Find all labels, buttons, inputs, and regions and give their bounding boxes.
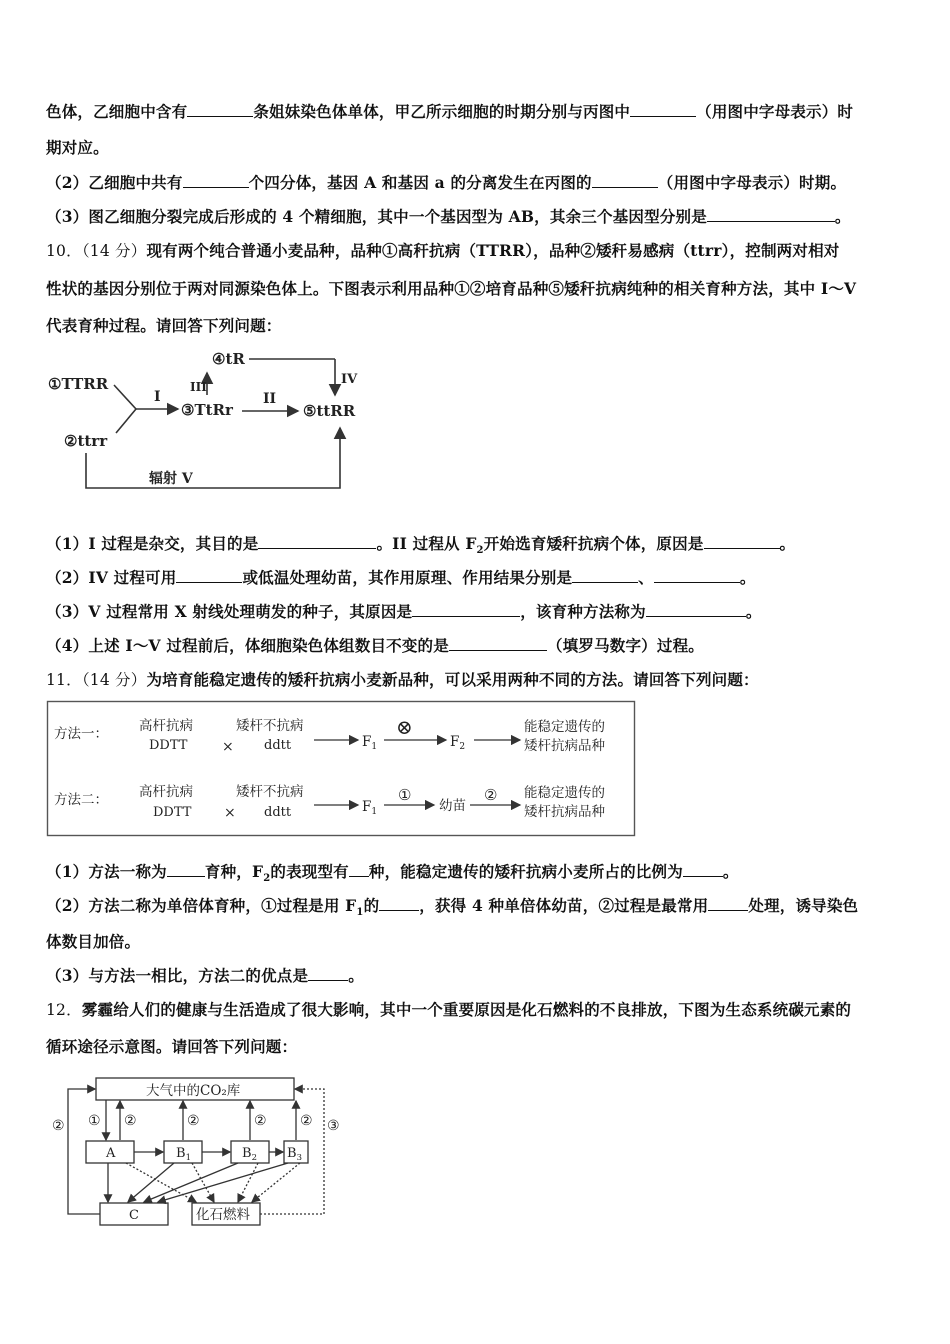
text: （3）与方法一相比，方法二的优点是 — [46, 966, 309, 985]
q10-sub4 — [46, 636, 704, 656]
subscript: 2 — [476, 545, 484, 557]
dotted-B3-to-fossil — [252, 1163, 300, 1202]
q9-sub2 — [46, 173, 846, 193]
subscript: 1 — [356, 907, 364, 919]
answer-blank[interactable] — [187, 102, 253, 117]
text: （填罗马数字）过程。 — [546, 636, 704, 655]
q11-sub2-cont — [46, 932, 140, 952]
text: 。 — [348, 966, 364, 985]
text: （用图中字母表示）时 — [696, 102, 854, 121]
answer-blank[interactable] — [308, 966, 348, 981]
text: 或低温处理幼苗，其作用原理、作用结果分别是 — [242, 568, 573, 587]
parent1-name: 高杆抗病 — [139, 718, 193, 734]
text: （3）图乙细胞分裂完成后形成的 4 个精细胞，其中一个基因型为 AB，其余三个基因型分别是 — [46, 207, 707, 226]
parent2-genotype: ddtt — [264, 738, 292, 753]
q11-sub2 — [46, 896, 859, 919]
seedling-label: 幼苗 — [439, 798, 466, 814]
text: 开始选育矮秆抗病个体，原因是 — [483, 534, 704, 553]
marker-2b: ② — [187, 1113, 200, 1129]
step-II-label: II — [263, 391, 277, 407]
answer-blank[interactable] — [646, 602, 746, 617]
dotted-B2-to-fossil — [238, 1163, 258, 1202]
process-1-label: ① — [398, 786, 412, 804]
answer-blank[interactable] — [654, 568, 740, 583]
text: 的 — [363, 896, 380, 915]
q12-stem-2 — [46, 1037, 297, 1057]
label-C: C — [129, 1208, 139, 1223]
q10-stem-2 — [46, 279, 856, 299]
f1-label: $F_1$ — [362, 734, 378, 752]
text: 。 — [834, 207, 851, 226]
text: 循环途径示意图。请回答下列问题： — [46, 1037, 298, 1056]
q10-sub3 — [46, 602, 762, 622]
label-A: A — [106, 1146, 116, 1161]
text: 期对应。 — [46, 138, 109, 157]
result2-line1: 能稳定遗传的 — [524, 785, 605, 801]
parent2-name-2: 矮杆不抗病 — [236, 784, 304, 800]
selfing-symbol: ⊗ — [396, 715, 413, 739]
q10-sub2 — [46, 568, 756, 588]
text: 的表现型有 — [270, 862, 349, 881]
result2-line2: 矮杆抗病品种 — [524, 804, 605, 820]
text: 体数目加倍。 — [46, 932, 141, 951]
answer-blank[interactable] — [592, 173, 658, 188]
carbon-cycle-diagram — [46, 1072, 346, 1232]
text: 色体，乙细胞中含有 — [46, 102, 188, 121]
step-IV-label: IV — [341, 372, 358, 387]
parent2-genotype-2: ddtt — [264, 805, 292, 820]
variety-5-label: ⑤ttRR — [303, 402, 356, 420]
arrow-B1-to-C — [128, 1163, 174, 1202]
answer-blank[interactable] — [707, 207, 835, 222]
parent1-genotype-2: DDTT — [153, 805, 192, 820]
parent1-name-2: 高杆抗病 — [139, 784, 193, 800]
text: （4）上述 I～V 过程前后，体细胞染色体组数目不变的是 — [46, 636, 449, 655]
step-V-label: 辐射 V — [149, 471, 193, 487]
subscript: 2 — [263, 873, 271, 885]
step-III-label: III — [190, 380, 207, 394]
marker-2e: ② — [52, 1118, 65, 1134]
text: 条姐妹染色体单体，甲乙所示细胞的时期分别与丙图中 — [253, 102, 631, 121]
text: 性状的基因分别位于两对同源染色体上。下图表示利用品种①②培育品种⑤矮秆抗病纯种的相关育种方法，其中 I～V — [46, 279, 857, 298]
step-I-label: I — [154, 389, 161, 405]
text: 。II 过程从 F — [376, 534, 477, 553]
text: ，该育种方法称为 — [520, 602, 646, 621]
q10-sub1 — [46, 534, 796, 557]
variety-1-label: ①TTRR — [48, 375, 109, 393]
text: 。 — [739, 568, 756, 587]
answer-blank[interactable] — [683, 862, 723, 877]
marker-3: ③ — [327, 1118, 340, 1134]
text: 育种，F — [204, 862, 264, 881]
text: （1）方法一称为 — [46, 862, 167, 881]
text: （2）IV 过程可用 — [46, 568, 177, 587]
f1-label-2: $F_1$ — [362, 799, 378, 817]
cross-line-upper — [114, 385, 136, 409]
method-two-label: 方法二： — [54, 792, 108, 808]
cross-line-lower — [116, 409, 136, 433]
text: 。 — [722, 862, 739, 881]
question-number: 10．（14 分） — [46, 242, 147, 260]
text: 种，能稳定遗传的矮秆抗病小麦所占的比例为 — [368, 862, 683, 881]
parent2-name: 矮杆不抗病 — [236, 718, 304, 734]
text: ，获得 4 种单倍体幼苗，②过程是最常用 — [419, 896, 709, 915]
marker-1: ① — [88, 1113, 101, 1129]
marker-2c: ② — [254, 1113, 267, 1129]
result1-line1: 能稳定遗传的 — [524, 719, 605, 735]
process-2-label: ② — [484, 786, 498, 804]
cross-sign-2: × — [224, 805, 236, 821]
q10-stem-1 — [46, 241, 839, 261]
text: 处理，诱导染色 — [748, 896, 859, 915]
answer-blank[interactable] — [572, 568, 638, 583]
cross-sign: × — [222, 739, 234, 755]
q11-sub3 — [46, 966, 364, 986]
text: 、 — [638, 568, 654, 587]
result1-line2: 矮杆抗病品种 — [524, 738, 605, 754]
q11-sub1 — [46, 862, 739, 885]
text: 。 — [745, 602, 762, 621]
text: （1）I 过程是杂交，其目的是 — [46, 534, 259, 553]
answer-blank[interactable] — [258, 534, 376, 549]
marker-2d: ② — [300, 1113, 313, 1129]
answer-blank[interactable] — [379, 896, 419, 911]
label-fossil-fuel: 化石燃料 — [196, 1207, 250, 1223]
label-B3: $B_3$ — [287, 1146, 302, 1163]
dotted-B1-to-fossil — [192, 1163, 214, 1202]
answer-blank[interactable] — [412, 602, 520, 617]
text: 代表育种过程。请回答下列问题： — [46, 316, 282, 335]
text: 现有两个纯合普通小麦品种，品种①高秆抗病（TTRR），品种②矮秆易感病（ttrr），控制两对相对 — [146, 241, 840, 260]
text: （用图中字母表示）时期。 — [657, 173, 847, 192]
question-number: 12． — [46, 1001, 82, 1019]
q11-stem — [46, 670, 759, 690]
text: （2）乙细胞中共有 — [46, 173, 183, 192]
label-B2: $B_2$ — [242, 1146, 257, 1163]
answer-blank[interactable] — [708, 896, 748, 911]
text: 个四分体，基因 A 和基因 a 的分离发生在丙图的 — [248, 173, 592, 192]
answer-blank[interactable] — [349, 862, 369, 877]
marker-2a: ② — [124, 1113, 137, 1129]
method-one-label: 方法一： — [54, 726, 108, 742]
q12-stem-1 — [46, 1000, 851, 1020]
variety-4-label: ④tR — [212, 350, 245, 368]
answer-blank[interactable] — [704, 534, 780, 549]
text: 为培育能稳定遗传的矮秆抗病小麦新品种，可以采用两种不同的方法。请回答下列问题： — [146, 670, 759, 689]
variety-3-label: ③TtRr — [181, 401, 233, 419]
variety-2-label: ②ttrr — [64, 432, 108, 450]
q10-stem-3 — [46, 316, 282, 336]
answer-blank[interactable] — [183, 173, 249, 188]
text: （2）方法二称为单倍体育种，①过程是用 F — [46, 896, 357, 915]
answer-blank[interactable] — [176, 568, 242, 583]
q9-line-1 — [46, 102, 853, 122]
breeding-methods-diagram — [46, 700, 638, 840]
answer-blank[interactable] — [630, 102, 696, 117]
answer-blank[interactable] — [167, 862, 205, 877]
f2-label: $F_2$ — [450, 734, 466, 752]
parent1-genotype: DDTT — [149, 738, 188, 753]
breeding-flow-diagram — [44, 345, 374, 505]
dotted-A-to-fossil — [126, 1163, 196, 1202]
text: 雾霾给人们的健康与生活造成了很大影响，其中一个重要原因是化石燃料的不良排放，下图为生态系统碳元素的 — [81, 1000, 852, 1019]
text: 。 — [779, 534, 796, 553]
label-B1: $B_1$ — [176, 1146, 191, 1163]
arrow-V — [86, 428, 340, 488]
text: （3）V 过程常用 X 射线处理萌发的种子，其原因是 — [46, 602, 413, 621]
question-number: 11．（14 分） — [46, 671, 147, 689]
answer-blank[interactable] — [449, 636, 547, 651]
q9-sub3 — [46, 207, 851, 227]
q9-line-2 — [46, 138, 109, 158]
co2-pool-label: 大气中的CO₂库 — [146, 1083, 241, 1099]
